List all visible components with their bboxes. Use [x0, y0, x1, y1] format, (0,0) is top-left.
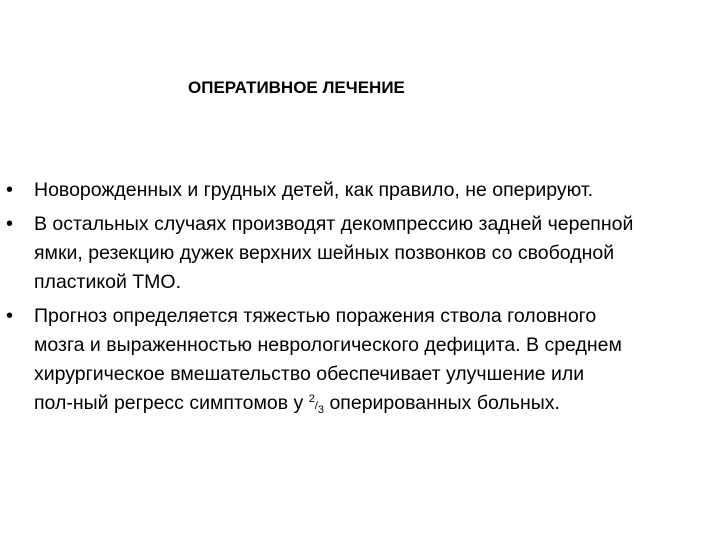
bullet-2-line-2: ямки, резекцию дужек верхних шейных позвонков со свободной	[34, 242, 615, 264]
bullet-item-1	[0, 176, 720, 205]
bullet-item-2	[0, 210, 720, 297]
bullet-3-line-4-text: пол-ный регресс симптомов у	[34, 392, 309, 414]
bullet-2-line-1: В остальных случаях производят декомпрессию задней черепной	[34, 213, 634, 235]
bullet-3-line-4	[34, 389, 714, 421]
bullet-list	[0, 176, 720, 426]
fraction-numerator: 2	[308, 393, 315, 405]
bullet-3-line-4-end: оперированных больных.	[324, 392, 560, 414]
bullet-marker: •	[6, 305, 14, 327]
fraction-two-thirds	[308, 393, 325, 416]
bullet-3-line-2: мозга и выраженностью неврологического дефицита. В среднем	[34, 334, 622, 356]
bullet-1-line-1: Новорожденных и грудных детей, как правило, не оперируют.	[34, 179, 594, 201]
slide-title: ОПЕРАТИВНОЕ ЛЕЧЕНИЕ	[188, 78, 405, 97]
fraction-denominator: 3	[317, 404, 325, 416]
fraction-slash: /	[314, 400, 318, 412]
bullet-2-line-3: пластикой ТМО.	[34, 271, 182, 293]
bullet-item-3	[0, 302, 720, 421]
bullet-marker: •	[6, 213, 14, 235]
bullet-3-line-3: хирургическое вмешательство обеспечивает улучшение или	[34, 363, 585, 385]
bullet-3-line-1: Прогноз определяется тяжестью поражения ствола головного	[34, 305, 597, 327]
bullet-marker: •	[6, 179, 14, 201]
